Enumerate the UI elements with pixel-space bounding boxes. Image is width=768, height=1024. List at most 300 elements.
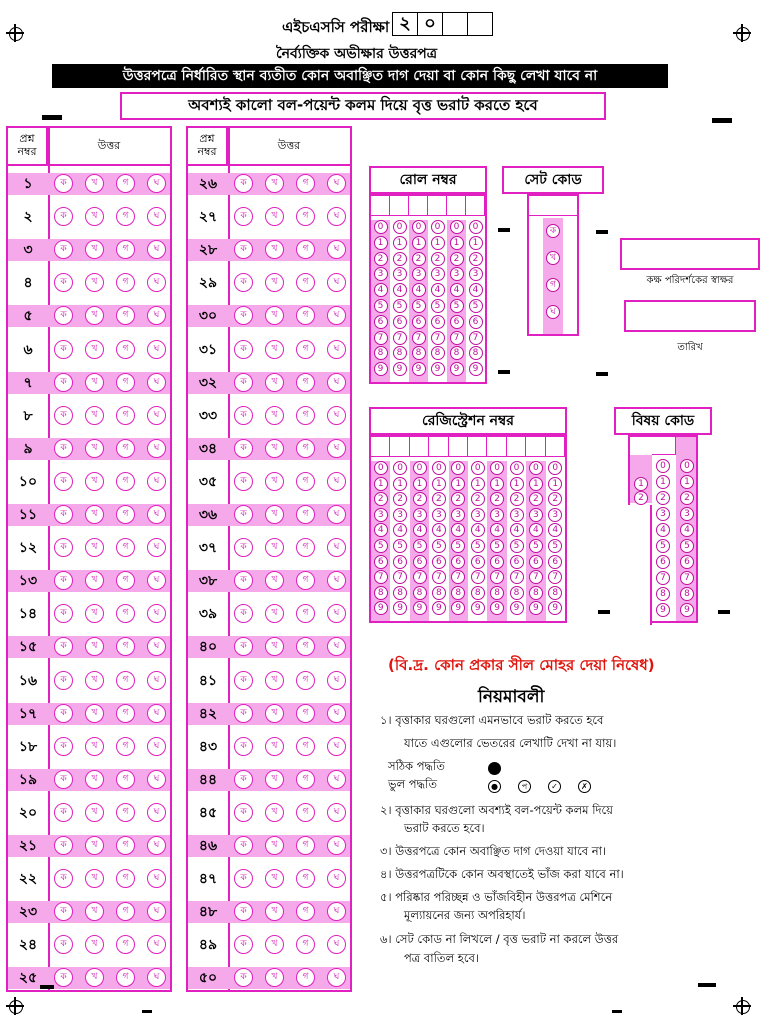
answer-option-bubble[interactable]: ঘ [327, 968, 346, 987]
answer-option-bubble[interactable]: ঘ [327, 439, 346, 458]
answer-option-bubble[interactable]: ঘ [327, 472, 346, 491]
answer-option-bubble[interactable]: খ [265, 803, 284, 822]
digit-bubble[interactable]: 3 [510, 508, 524, 522]
digit-bubble[interactable]: 3 [393, 267, 407, 281]
digit-write-cell[interactable] [429, 437, 448, 457]
answer-option-bubble[interactable]: ক [234, 803, 253, 822]
answer-option-bubble[interactable]: ক [54, 439, 73, 458]
digit-bubble[interactable]: 2 [374, 492, 388, 506]
subject-code-bubble[interactable]: 8 [656, 587, 670, 601]
digit-bubble[interactable]: 7 [374, 570, 388, 584]
answer-option-bubble[interactable]: ক [54, 240, 73, 259]
digit-bubble[interactable]: 4 [471, 523, 485, 537]
answer-option-bubble[interactable]: খ [265, 902, 284, 921]
answer-option-bubble[interactable]: ঘ [327, 240, 346, 259]
digit-bubble[interactable]: 7 [510, 570, 524, 584]
answer-option-bubble[interactable]: গ [296, 340, 315, 359]
answer-option-bubble[interactable]: খ [265, 472, 284, 491]
answer-option-bubble[interactable]: ঘ [327, 174, 346, 193]
answer-option-bubble[interactable]: খ [85, 869, 104, 888]
digit-bubble[interactable]: 9 [431, 362, 445, 376]
digit-bubble[interactable]: 8 [450, 346, 464, 360]
digit-bubble[interactable]: 0 [548, 461, 562, 475]
answer-option-bubble[interactable]: খ [265, 671, 284, 690]
answer-option-bubble[interactable]: ক [54, 935, 73, 954]
answer-option-bubble[interactable]: ক [54, 737, 73, 756]
set-code-write-cell[interactable] [529, 196, 577, 216]
answer-option-bubble[interactable]: ঘ [147, 902, 166, 921]
digit-bubble[interactable]: 3 [412, 267, 426, 281]
digit-bubble[interactable]: 4 [510, 523, 524, 537]
digit-bubble[interactable]: 6 [412, 315, 426, 329]
digit-bubble[interactable]: 3 [529, 508, 543, 522]
digit-bubble[interactable]: 9 [471, 601, 485, 615]
answer-option-bubble[interactable]: খ [85, 902, 104, 921]
digit-bubble[interactable]: 6 [548, 555, 562, 569]
subject-code-bubble[interactable]: 4 [656, 523, 670, 537]
digit-write-cell[interactable] [466, 196, 485, 216]
digit-bubble[interactable]: 6 [451, 555, 465, 569]
digit-bubble[interactable]: 1 [374, 477, 388, 491]
answer-option-bubble[interactable]: খ [85, 737, 104, 756]
answer-option-bubble[interactable]: ক [234, 240, 253, 259]
answer-option-bubble[interactable]: ক [234, 770, 253, 789]
answer-option-bubble[interactable]: গ [296, 240, 315, 259]
answer-option-bubble[interactable]: ঘ [147, 174, 166, 193]
answer-option-bubble[interactable]: গ [116, 306, 135, 325]
answer-option-bubble[interactable]: ক [234, 306, 253, 325]
answer-option-bubble[interactable]: ঘ [147, 737, 166, 756]
answer-option-bubble[interactable]: খ [85, 604, 104, 623]
answer-option-bubble[interactable]: ক [234, 604, 253, 623]
answer-option-bubble[interactable]: ঘ [327, 273, 346, 292]
digit-bubble[interactable]: 4 [374, 523, 388, 537]
digit-write-cell[interactable] [409, 196, 428, 216]
subject-code-bubble[interactable]: 3 [680, 507, 694, 521]
answer-option-bubble[interactable]: খ [265, 406, 284, 425]
answer-option-bubble[interactable]: খ [265, 737, 284, 756]
digit-bubble[interactable]: 9 [451, 601, 465, 615]
answer-option-bubble[interactable]: ক [234, 704, 253, 723]
digit-bubble[interactable]: 1 [413, 477, 427, 491]
answer-option-bubble[interactable]: গ [296, 174, 315, 193]
answer-option-bubble[interactable]: ক [54, 770, 73, 789]
digit-bubble[interactable]: 7 [412, 331, 426, 345]
answer-option-bubble[interactable]: ক [54, 704, 73, 723]
digit-bubble[interactable]: 3 [431, 267, 445, 281]
digit-bubble[interactable]: 9 [450, 362, 464, 376]
answer-option-bubble[interactable]: খ [85, 174, 104, 193]
answer-option-bubble[interactable]: খ [85, 935, 104, 954]
answer-option-bubble[interactable]: ঘ [147, 704, 166, 723]
digit-bubble[interactable]: 8 [393, 346, 407, 360]
digit-bubble[interactable]: 5 [451, 539, 465, 553]
digit-bubble[interactable]: 6 [450, 315, 464, 329]
digit-bubble[interactable]: 9 [413, 601, 427, 615]
answer-option-bubble[interactable]: গ [296, 571, 315, 590]
answer-option-bubble[interactable]: ঘ [327, 306, 346, 325]
digit-bubble[interactable]: 1 [432, 477, 446, 491]
answer-option-bubble[interactable]: গ [116, 340, 135, 359]
answer-option-bubble[interactable]: ক [234, 968, 253, 987]
digit-write-cell[interactable] [526, 437, 545, 457]
answer-option-bubble[interactable]: গ [116, 637, 135, 656]
answer-option-bubble[interactable]: ক [54, 472, 73, 491]
subject-code-bubble[interactable]: 1 [634, 477, 648, 491]
digit-bubble[interactable]: 5 [374, 299, 388, 313]
digit-bubble[interactable]: 4 [490, 523, 504, 537]
answer-option-bubble[interactable]: খ [85, 240, 104, 259]
subject-write-cell[interactable] [652, 437, 676, 455]
digit-bubble[interactable]: 6 [393, 555, 407, 569]
digit-bubble[interactable]: 7 [471, 570, 485, 584]
digit-bubble[interactable]: 7 [393, 570, 407, 584]
answer-option-bubble[interactable]: ঘ [147, 604, 166, 623]
answer-option-bubble[interactable]: গ [116, 902, 135, 921]
digit-bubble[interactable]: 4 [432, 523, 446, 537]
answer-option-bubble[interactable]: ঘ [147, 340, 166, 359]
digit-bubble[interactable]: 5 [432, 539, 446, 553]
digit-bubble[interactable]: 0 [490, 461, 504, 475]
answer-option-bubble[interactable]: ঘ [147, 472, 166, 491]
answer-option-bubble[interactable]: ঘ [147, 273, 166, 292]
digit-bubble[interactable]: 3 [548, 508, 562, 522]
answer-option-bubble[interactable]: গ [116, 935, 135, 954]
answer-option-bubble[interactable]: খ [265, 174, 284, 193]
answer-option-bubble[interactable]: ক [234, 273, 253, 292]
digit-bubble[interactable]: 9 [469, 362, 483, 376]
answer-option-bubble[interactable]: ঘ [327, 604, 346, 623]
year-digit-box[interactable] [442, 12, 468, 36]
digit-bubble[interactable]: 1 [548, 477, 562, 491]
answer-option-bubble[interactable]: ক [54, 538, 73, 557]
digit-bubble[interactable]: 0 [469, 220, 483, 234]
answer-option-bubble[interactable]: ঘ [147, 373, 166, 392]
digit-write-cell[interactable] [410, 437, 429, 457]
digit-bubble[interactable]: 8 [529, 586, 543, 600]
digit-bubble[interactable]: 6 [374, 555, 388, 569]
digit-bubble[interactable]: 0 [529, 461, 543, 475]
digit-bubble[interactable]: 3 [450, 267, 464, 281]
answer-option-bubble[interactable]: ক [234, 505, 253, 524]
answer-option-bubble[interactable]: গ [116, 968, 135, 987]
answer-option-bubble[interactable]: গ [116, 737, 135, 756]
year-digit-box[interactable]: ০ [417, 12, 443, 36]
digit-bubble[interactable]: 1 [412, 236, 426, 250]
digit-bubble[interactable]: 2 [469, 252, 483, 266]
digit-bubble[interactable]: 7 [431, 331, 445, 345]
answer-option-bubble[interactable]: খ [85, 770, 104, 789]
answer-option-bubble[interactable]: ঘ [147, 770, 166, 789]
digit-bubble[interactable]: 4 [393, 283, 407, 297]
answer-option-bubble[interactable]: ক [54, 340, 73, 359]
digit-write-cell[interactable] [487, 437, 506, 457]
digit-bubble[interactable]: 1 [529, 477, 543, 491]
digit-bubble[interactable]: 9 [510, 601, 524, 615]
digit-bubble[interactable]: 3 [393, 508, 407, 522]
answer-option-bubble[interactable]: গ [296, 836, 315, 855]
digit-bubble[interactable]: 9 [393, 362, 407, 376]
answer-option-bubble[interactable]: ঘ [327, 704, 346, 723]
digit-bubble[interactable]: 3 [471, 508, 485, 522]
answer-option-bubble[interactable]: ক [54, 306, 73, 325]
answer-option-bubble[interactable]: ক [54, 174, 73, 193]
answer-option-bubble[interactable]: গ [116, 240, 135, 259]
answer-option-bubble[interactable]: ঘ [147, 538, 166, 557]
answer-option-bubble[interactable]: ক [234, 571, 253, 590]
digit-bubble[interactable]: 5 [490, 539, 504, 553]
subject-code-bubble[interactable]: 9 [680, 603, 694, 617]
answer-option-bubble[interactable]: খ [85, 704, 104, 723]
answer-option-bubble[interactable]: খ [85, 538, 104, 557]
answer-option-bubble[interactable]: গ [116, 273, 135, 292]
digit-bubble[interactable]: 7 [374, 331, 388, 345]
digit-bubble[interactable]: 3 [451, 508, 465, 522]
answer-option-bubble[interactable]: ক [234, 637, 253, 656]
answer-option-bubble[interactable]: খ [85, 836, 104, 855]
answer-option-bubble[interactable]: ঘ [147, 406, 166, 425]
answer-option-bubble[interactable]: গ [116, 704, 135, 723]
subject-code-bubble[interactable]: 2 [680, 491, 694, 505]
answer-option-bubble[interactable]: ঘ [327, 538, 346, 557]
answer-option-bubble[interactable]: গ [296, 968, 315, 987]
digit-bubble[interactable]: 5 [393, 299, 407, 313]
answer-option-bubble[interactable]: ঘ [327, 902, 346, 921]
subject-code-bubble[interactable]: 1 [656, 475, 670, 489]
answer-option-bubble[interactable]: ক [54, 671, 73, 690]
answer-option-bubble[interactable]: খ [265, 240, 284, 259]
answer-option-bubble[interactable]: ক [234, 538, 253, 557]
answer-option-bubble[interactable]: ঘ [147, 803, 166, 822]
digit-bubble[interactable]: 4 [469, 283, 483, 297]
answer-option-bubble[interactable]: ঘ [147, 505, 166, 524]
answer-option-bubble[interactable]: ক [54, 505, 73, 524]
answer-option-bubble[interactable]: খ [85, 439, 104, 458]
digit-bubble[interactable]: 2 [393, 492, 407, 506]
answer-option-bubble[interactable]: খ [265, 538, 284, 557]
answer-option-bubble[interactable]: গ [296, 637, 315, 656]
subject-code-bubble[interactable]: 0 [656, 459, 670, 473]
answer-option-bubble[interactable]: গ [296, 406, 315, 425]
answer-option-bubble[interactable]: ক [54, 869, 73, 888]
digit-write-cell[interactable] [507, 437, 526, 457]
answer-option-bubble[interactable]: গ [116, 439, 135, 458]
answer-option-bubble[interactable]: ক [54, 571, 73, 590]
answer-option-bubble[interactable]: ঘ [327, 803, 346, 822]
answer-option-bubble[interactable]: খ [265, 968, 284, 987]
digit-bubble[interactable]: 2 [490, 492, 504, 506]
answer-option-bubble[interactable]: গ [296, 373, 315, 392]
answer-option-bubble[interactable]: খ [85, 472, 104, 491]
digit-bubble[interactable]: 5 [450, 299, 464, 313]
digit-bubble[interactable]: 1 [510, 477, 524, 491]
digit-bubble[interactable]: 1 [450, 236, 464, 250]
digit-bubble[interactable]: 7 [451, 570, 465, 584]
digit-bubble[interactable]: 9 [490, 601, 504, 615]
answer-option-bubble[interactable]: গ [116, 803, 135, 822]
answer-option-bubble[interactable]: খ [85, 340, 104, 359]
digit-write-cell[interactable] [371, 196, 390, 216]
subject-code-bubble[interactable]: 5 [656, 539, 670, 553]
digit-bubble[interactable]: 0 [510, 461, 524, 475]
answer-option-bubble[interactable]: খ [265, 505, 284, 524]
digit-bubble[interactable]: 2 [413, 492, 427, 506]
digit-bubble[interactable]: 8 [510, 586, 524, 600]
answer-option-bubble[interactable]: খ [265, 273, 284, 292]
digit-bubble[interactable]: 0 [412, 220, 426, 234]
answer-option-bubble[interactable]: ঘ [327, 340, 346, 359]
year-digit-box[interactable]: ২ [392, 12, 418, 36]
digit-bubble[interactable]: 9 [374, 601, 388, 615]
digit-bubble[interactable]: 0 [451, 461, 465, 475]
answer-option-bubble[interactable]: ঘ [327, 869, 346, 888]
digit-bubble[interactable]: 2 [548, 492, 562, 506]
digit-write-cell[interactable] [468, 437, 487, 457]
subject-code-bubble[interactable]: 8 [680, 587, 694, 601]
answer-option-bubble[interactable]: ঘ [147, 306, 166, 325]
digit-bubble[interactable]: 5 [529, 539, 543, 553]
answer-option-bubble[interactable]: ঘ [327, 671, 346, 690]
answer-option-bubble[interactable]: গ [296, 505, 315, 524]
digit-bubble[interactable]: 8 [490, 586, 504, 600]
digit-write-cell[interactable] [546, 437, 565, 457]
subject-code-bubble[interactable]: 0 [680, 459, 694, 473]
digit-bubble[interactable]: 6 [413, 555, 427, 569]
answer-option-bubble[interactable]: খ [85, 373, 104, 392]
answer-option-bubble[interactable]: গ [116, 406, 135, 425]
answer-option-bubble[interactable]: ক [234, 935, 253, 954]
answer-option-bubble[interactable]: গ [296, 935, 315, 954]
digit-bubble[interactable]: 0 [374, 220, 388, 234]
digit-bubble[interactable]: 6 [490, 555, 504, 569]
digit-bubble[interactable]: 5 [431, 299, 445, 313]
answer-option-bubble[interactable]: ক [234, 737, 253, 756]
answer-option-bubble[interactable]: ক [54, 273, 73, 292]
digit-bubble[interactable]: 7 [393, 331, 407, 345]
answer-option-bubble[interactable]: গ [116, 472, 135, 491]
year-digit-box[interactable] [467, 12, 493, 36]
digit-bubble[interactable]: 0 [413, 461, 427, 475]
answer-option-bubble[interactable]: ক [234, 340, 253, 359]
answer-option-bubble[interactable]: ক [54, 803, 73, 822]
answer-option-bubble[interactable]: ঘ [147, 207, 166, 226]
answer-option-bubble[interactable]: খ [85, 505, 104, 524]
digit-bubble[interactable]: 5 [412, 299, 426, 313]
digit-bubble[interactable]: 9 [393, 601, 407, 615]
set-code-bubble[interactable]: গ [546, 278, 560, 292]
answer-option-bubble[interactable]: গ [116, 538, 135, 557]
digit-bubble[interactable]: 2 [510, 492, 524, 506]
digit-bubble[interactable]: 6 [510, 555, 524, 569]
digit-bubble[interactable]: 4 [450, 283, 464, 297]
digit-bubble[interactable]: 8 [451, 586, 465, 600]
digit-bubble[interactable]: 0 [471, 461, 485, 475]
digit-bubble[interactable]: 8 [469, 346, 483, 360]
answer-option-bubble[interactable]: গ [116, 869, 135, 888]
answer-option-bubble[interactable]: খ [265, 439, 284, 458]
digit-bubble[interactable]: 3 [374, 508, 388, 522]
answer-option-bubble[interactable]: গ [116, 373, 135, 392]
digit-bubble[interactable]: 3 [490, 508, 504, 522]
answer-option-bubble[interactable]: খ [85, 273, 104, 292]
digit-write-cell[interactable] [449, 437, 468, 457]
set-code-bubble[interactable]: খ [546, 251, 560, 265]
digit-bubble[interactable]: 7 [432, 570, 446, 584]
answer-option-bubble[interactable]: ক [54, 637, 73, 656]
answer-option-bubble[interactable]: খ [265, 637, 284, 656]
digit-bubble[interactable]: 9 [529, 601, 543, 615]
answer-option-bubble[interactable]: গ [296, 207, 315, 226]
subject-code-bubble[interactable]: 2 [634, 491, 648, 505]
digit-write-cell[interactable] [447, 196, 466, 216]
answer-option-bubble[interactable]: ঘ [327, 406, 346, 425]
answer-option-bubble[interactable]: ঘ [147, 240, 166, 259]
answer-option-bubble[interactable]: খ [265, 571, 284, 590]
answer-option-bubble[interactable]: গ [116, 505, 135, 524]
answer-option-bubble[interactable]: ক [234, 439, 253, 458]
digit-bubble[interactable]: 9 [432, 601, 446, 615]
digit-bubble[interactable]: 2 [393, 252, 407, 266]
digit-bubble[interactable]: 4 [413, 523, 427, 537]
digit-bubble[interactable]: 0 [393, 461, 407, 475]
digit-bubble[interactable]: 4 [529, 523, 543, 537]
answer-option-bubble[interactable]: খ [265, 340, 284, 359]
answer-option-bubble[interactable]: ক [234, 207, 253, 226]
digit-bubble[interactable]: 5 [510, 539, 524, 553]
answer-option-bubble[interactable]: গ [116, 604, 135, 623]
answer-option-bubble[interactable]: ঘ [147, 869, 166, 888]
digit-bubble[interactable]: 4 [548, 523, 562, 537]
answer-option-bubble[interactable]: ক [234, 902, 253, 921]
answer-option-bubble[interactable]: ক [234, 836, 253, 855]
answer-option-bubble[interactable]: ঘ [327, 836, 346, 855]
digit-bubble[interactable]: 4 [431, 283, 445, 297]
answer-option-bubble[interactable]: ক [234, 373, 253, 392]
digit-bubble[interactable]: 3 [413, 508, 427, 522]
answer-option-bubble[interactable]: ক [54, 207, 73, 226]
answer-option-bubble[interactable]: গ [116, 671, 135, 690]
digit-bubble[interactable]: 6 [432, 555, 446, 569]
digit-bubble[interactable]: 6 [469, 315, 483, 329]
set-code-bubble[interactable]: ক [546, 224, 560, 238]
answer-option-bubble[interactable]: খ [265, 604, 284, 623]
digit-bubble[interactable]: 2 [451, 492, 465, 506]
answer-option-bubble[interactable]: ঘ [147, 439, 166, 458]
answer-option-bubble[interactable]: খ [265, 373, 284, 392]
answer-option-bubble[interactable]: ঘ [147, 637, 166, 656]
answer-option-bubble[interactable]: ঘ [327, 571, 346, 590]
digit-bubble[interactable]: 7 [413, 570, 427, 584]
digit-write-cell[interactable] [390, 196, 409, 216]
subject-code-bubble[interactable]: 1 [680, 475, 694, 489]
digit-write-cell[interactable] [390, 437, 409, 457]
answer-option-bubble[interactable]: ক [234, 174, 253, 193]
subject-code-bubble[interactable]: 9 [656, 603, 670, 617]
digit-bubble[interactable]: 1 [490, 477, 504, 491]
digit-bubble[interactable]: 2 [431, 252, 445, 266]
digit-bubble[interactable]: 8 [413, 586, 427, 600]
answer-option-bubble[interactable]: ঘ [327, 935, 346, 954]
digit-bubble[interactable]: 0 [450, 220, 464, 234]
answer-option-bubble[interactable]: ঘ [147, 571, 166, 590]
answer-option-bubble[interactable]: গ [296, 902, 315, 921]
digit-bubble[interactable]: 5 [548, 539, 562, 553]
digit-bubble[interactable]: 8 [374, 586, 388, 600]
answer-option-bubble[interactable]: গ [296, 439, 315, 458]
digit-bubble[interactable]: 0 [431, 220, 445, 234]
answer-option-bubble[interactable]: গ [296, 770, 315, 789]
digit-bubble[interactable]: 5 [469, 299, 483, 313]
